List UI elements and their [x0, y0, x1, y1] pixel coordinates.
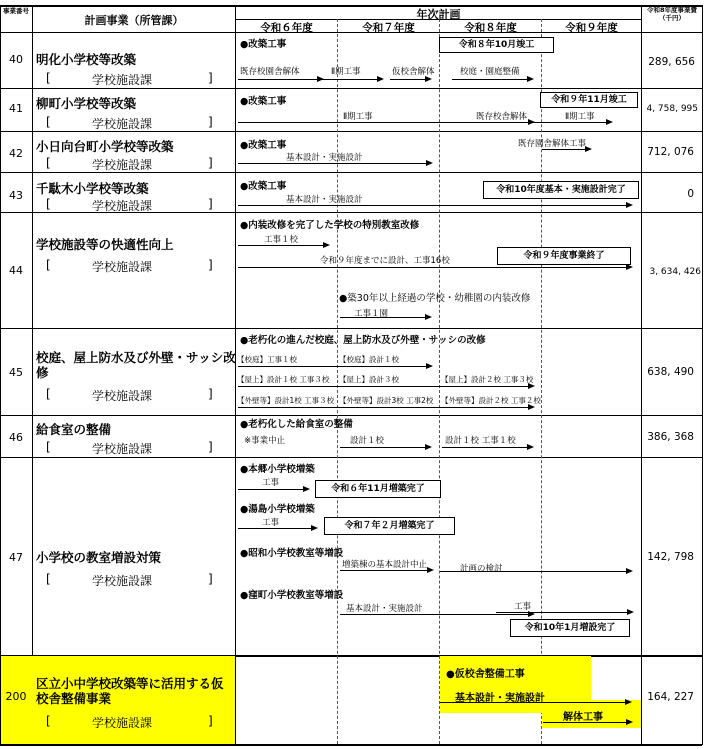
- header-year-6: 令和６年度: [260, 22, 313, 34]
- dept-label: 学校施設課: [92, 389, 153, 403]
- task-label: 【外壁等】設計1校 工事３校: [237, 396, 335, 405]
- milestone-box: 令和９年11月竣工: [540, 92, 638, 108]
- row-title: 小日向台町小学校等改築: [36, 139, 174, 154]
- col-border: [32, 5, 33, 745]
- dept-label: 学校施設課: [92, 260, 153, 274]
- task-label: 基本設計・実施設計: [286, 195, 363, 205]
- plan-bullet: ●老朽化した給食室の整備: [240, 419, 353, 430]
- task-label: 校庭・園庭整備: [460, 67, 520, 77]
- schedule-arrow: [440, 702, 630, 703]
- header-year-8: 令和８年度: [464, 22, 517, 34]
- task-label: 工事１校: [264, 235, 299, 245]
- row-title: 柳町小学校等改築: [36, 96, 137, 111]
- schedule-arrow: [238, 528, 316, 529]
- row-number: 41: [9, 102, 23, 115]
- dept-label: 学校施設課: [92, 73, 153, 87]
- schedule-arrow: [340, 317, 430, 318]
- row-divider: [0, 457, 702, 458]
- schedule-arrow: [238, 366, 431, 367]
- dept-label: 学校施設課: [92, 716, 153, 730]
- row-number: 45: [9, 366, 23, 379]
- plan-bullet: ●老朽化の進んだ校庭、屋上防水及び外壁・サッシの改修: [240, 335, 486, 346]
- milestone-box: 令和10年度基本・実施設計完了: [483, 181, 639, 199]
- dept-label: 学校施設課: [92, 574, 153, 588]
- header-year-9: 令和９年度: [565, 22, 618, 34]
- header-annual: 年次計画: [416, 8, 461, 21]
- schedule-arrow: [496, 612, 632, 613]
- plan-bullet: ●仮校舎整備工事: [446, 669, 525, 680]
- row-number: 40: [9, 53, 23, 66]
- plan-bullet: ●内装改修を完了した学校の特別教室改修: [240, 220, 420, 231]
- milestone-box: 令和８年10月竣工: [439, 37, 554, 53]
- schedule-arrow: [238, 205, 631, 206]
- dept-label: 学校施設課: [92, 442, 153, 456]
- schedule-arrow: [238, 122, 533, 123]
- schedule-arrow: [442, 447, 532, 448]
- row-number: 46: [9, 431, 23, 444]
- task-label: 基本設計・実施設計: [346, 604, 423, 614]
- milestone-box: 令和10年1月増設完了: [510, 619, 630, 637]
- year-border: [337, 19, 338, 744]
- dept-label: 学校施設課: [92, 199, 153, 213]
- task-label: 基本設計・実施設計: [455, 693, 545, 704]
- schedule-arrow: [238, 163, 431, 164]
- plan-bullet: ●改築工事: [240, 181, 287, 192]
- schedule-arrow: [340, 447, 430, 448]
- col-border: [702, 5, 703, 745]
- row-amount: 289, 656: [648, 56, 695, 68]
- row-divider: [0, 328, 702, 329]
- task-label: 解体工事: [563, 712, 603, 723]
- task-label: Ⅱ期工事: [565, 112, 595, 122]
- task-label: 工事: [262, 518, 280, 528]
- schedule-arrow: [322, 79, 382, 80]
- year-border: [439, 19, 440, 744]
- schedule-arrow: [542, 149, 590, 150]
- task-label: 【校庭】設計１校: [339, 355, 399, 364]
- dept-label: 学校施設課: [92, 158, 153, 172]
- row-title: 給食室の整備: [36, 422, 112, 437]
- task-label: 工事: [514, 602, 532, 612]
- row-number: 42: [9, 147, 23, 160]
- task-label: 【屋上】設計２校 工事３校: [441, 375, 534, 384]
- header-plan: 計画事業（所管課）: [84, 14, 184, 27]
- row-number: 47: [9, 551, 23, 564]
- schedule-arrow: [340, 570, 432, 571]
- row-amount: 0: [687, 188, 694, 200]
- task-label: 工事１園: [354, 309, 389, 319]
- schedule-arrow: [238, 245, 328, 246]
- row-amount: 142, 798: [647, 551, 694, 563]
- milestone-box: 令和６年11月増築完了: [315, 480, 441, 498]
- schedule-arrow: [390, 79, 430, 80]
- plan-bullet: ●窪町小学校教室等増設: [240, 590, 344, 601]
- schedule-arrow: [238, 267, 631, 268]
- row-title: 区立小中学校改築等に活用する仮校舎整備事業: [36, 676, 224, 706]
- header-no: 事業番号: [3, 7, 29, 15]
- task-label: 【屋上】設計３校: [339, 375, 399, 384]
- row-amount: 386, 368: [647, 431, 694, 443]
- milestone-box: 令和９年度事業終了: [497, 247, 631, 265]
- table-bottom-border: [0, 744, 702, 746]
- plan-bullet: ●湯島小学校増築: [240, 504, 315, 515]
- header-budget: 令和8年度事業費（千円）: [646, 6, 698, 22]
- plan-bullet: ●本郷小学校増築: [240, 464, 315, 475]
- dept-label: 学校施設課: [92, 117, 153, 131]
- task-label: 【外壁等】設計２校 工事２校: [441, 396, 541, 405]
- row-amount: 638, 490: [647, 366, 694, 378]
- plan-bullet: ●改築工事: [240, 96, 287, 107]
- task-label: 仮校舎解体: [392, 67, 435, 77]
- task-label: 既存校園舎解体: [240, 67, 300, 77]
- task-label: 設計１校 工事１校: [445, 436, 516, 446]
- row-number: 43: [9, 189, 23, 202]
- schedule-arrow: [238, 79, 322, 80]
- plan-bullet: ●改築工事: [240, 140, 287, 151]
- task-label: 【屋上】設計１校 工事３校: [237, 375, 330, 384]
- plan-bullet: ●改築工事: [240, 39, 287, 50]
- schedule-arrow: [238, 386, 533, 387]
- task-label: 増築棟の基本設計中止: [342, 560, 428, 570]
- plan-bullet: ●築30年以上経過の学校・幼稚園の内装改修: [339, 293, 531, 304]
- header-year-7: 令和７年度: [362, 22, 415, 34]
- schedule-arrow: [543, 722, 631, 723]
- task-label: 既存校舎解体: [476, 112, 528, 122]
- row-title: 校庭、屋上防水及び外壁・サッシ改修: [36, 350, 236, 380]
- task-label: 基本設計・実施設計: [286, 153, 363, 163]
- task-label: 令和９年度までに設計、工事16校: [320, 256, 450, 266]
- row-title: 学校施設等の快適性向上: [36, 237, 174, 252]
- task-label: 【校庭】工事１校: [237, 355, 297, 364]
- row-divider: [0, 88, 702, 89]
- schedule-arrow: [238, 489, 308, 490]
- schedule-arrow: [238, 407, 533, 408]
- task-label: 既存園舎解体工事: [518, 139, 587, 149]
- plan-bullet: ●昭和小学校教室等増設: [240, 548, 344, 559]
- task-label: Ⅱ期工事: [343, 112, 373, 122]
- row-amount: 712, 076: [647, 146, 694, 158]
- task-label: 計画の検討: [460, 564, 503, 574]
- task-label: ※事業中止: [244, 436, 286, 446]
- task-label: Ⅱ期工事: [331, 67, 361, 77]
- task-label: 工事: [262, 478, 280, 488]
- task-label: 設計１校: [350, 436, 385, 446]
- row-title: 小学校の教室増設対策: [36, 550, 162, 565]
- row-amount: 3, 634, 426: [649, 267, 701, 277]
- task-label: 【外壁等】設計3校 工事2校: [339, 396, 434, 405]
- row-number: 200: [5, 690, 27, 703]
- row-title: 千駄木小学校等改築: [36, 181, 149, 196]
- row-amount: 164, 227: [647, 691, 694, 703]
- row-number: 44: [9, 264, 23, 277]
- schedule-arrow: [440, 571, 631, 572]
- row-title: 明化小学校等改築: [36, 52, 137, 67]
- schedule-arrow: [340, 614, 533, 615]
- schedule-arrow: [533, 122, 611, 123]
- schedule-arrow: [452, 79, 532, 80]
- row-amount: 4, 758, 995: [646, 104, 698, 114]
- milestone-box: 令和７年２月増築完了: [324, 517, 455, 535]
